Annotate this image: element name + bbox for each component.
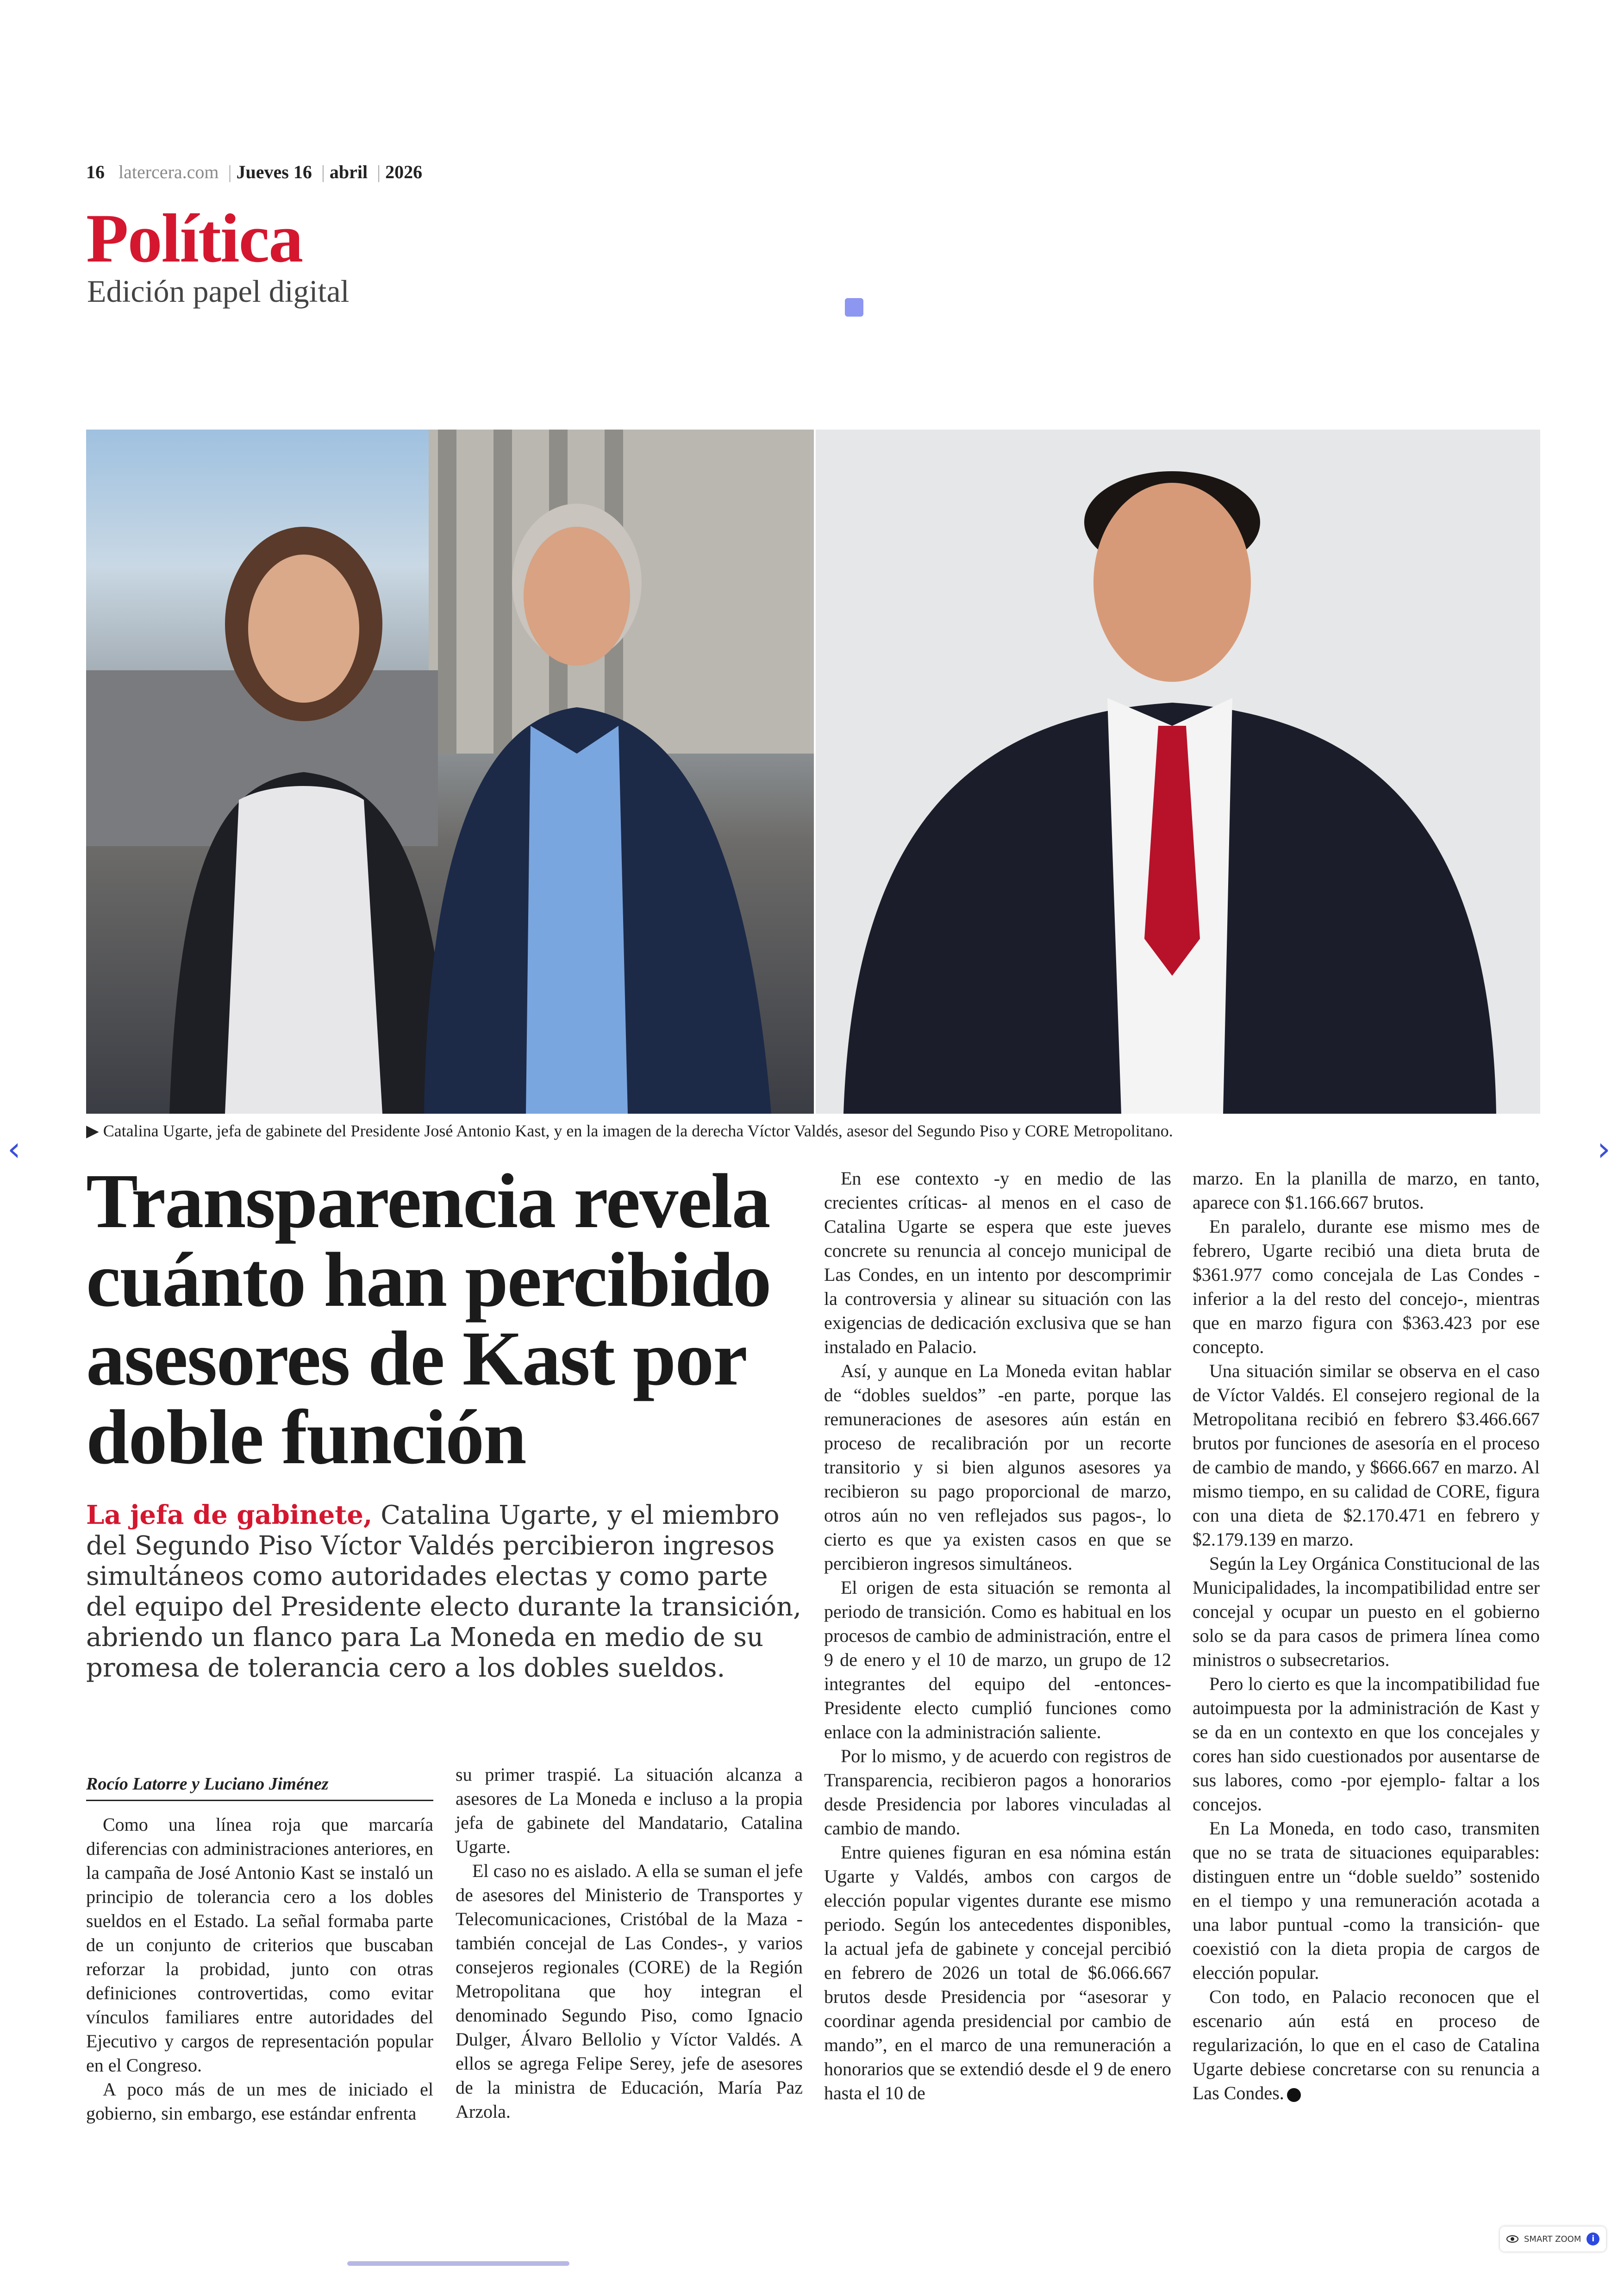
photo-ugarte-kast [86,430,814,1114]
eye-icon [1506,2235,1518,2243]
smart-zoom-button[interactable] [1500,2226,1606,2251]
paragraph: marzo. En la planilla de marzo, en tanto, aparece con $1.166.667 brutos. [1193,1168,1540,1213]
photo-illustration [86,430,814,1114]
article-headline: Transparencia revela cuánto han percibido asesores de Kast por doble función [86,1158,771,1480]
photo-valdes [816,430,1540,1114]
caption-text: Catalina Ugarte, jefa de gabinete del Presidente José Antonio Kast, y en la imagen de la derecha Víctor Valdés, asesor del Segundo Piso y CORE Metropolitano. [103,1122,1173,1140]
photo-illustration [816,430,1540,1114]
article-byline: Rocío Latorre y Luciano Jiménez [86,1774,433,1801]
paragraph: Por lo mismo, y de acuerdo con registros de Transparencia, recibieron pagos a honorarios desde Presidencia por labores vinculadas al cambio de mando. [824,1746,1171,1839]
paragraph: El caso no es aislado. A ella se suman el jefe de asesores del Ministerio de Transportes y Telecomunicaciones, Cristóbal de la Maza -también concejal de Las Condes-, y varios consejeros regionales (CORE) de la Región Metropolitana que hoy integran el denominado Segundo Piso, como Ignacio Dulger, Álvaro Bellolio y Víctor Valdés. A ellos se agrega Felipe Serey, jefe de asesores de la ministra de Educación, María Paz Arzola. [456,1860,803,2122]
paragraph: Como una línea roja que marcaría diferencias con administraciones anteriores, en la campaña de José Antonio Kast se instaló un principio de tolerancia cero a los dobles sueldos en el Estado. La señal formaba parte de un conjunto de criterios que buscaban reforzar la probidad, junto con otras definiciones controvertidas, como evitar vínculos familiares entre autoridades del Ejecutivo y cargos de representación popular en el Congreso. [86,1814,433,2076]
lead-kicker: La jefa de gabinete, [86,1500,373,1530]
paragraph: Entre quienes figuran en esa nómina están Ugarte y Valdés, ambos con cargos de elección popular vigentes durante ese mismo periodo. Según los antecedentes disponibles, la actual jefa de gabinete y concejal percibió en febrero de 2026 un total de $6.066.667 brutos desde Presidencia por “asesorar y coordinar agenda presidencial por cambio de mando”, en el marco de una remuneración a honorarios que se extendió desde el 9 de enero hasta el 10 de [824,1842,1171,2103]
previous-page-button[interactable]: ‹ [7,1129,21,1168]
paragraph: Según la Ley Orgánica Constitucional de las Municipalidades, la incompatibilidad entre ser concejal y ocupar un puesto en el gobierno solo se da para casos de primera línea como ministros o subsecretarios. [1193,1553,1540,1670]
paragraph: su primer traspié. La situación alcanza a asesores de La Moneda e incluso a la propia jefa de gabinete del Mandatario, Catalina Ugarte. [456,1764,803,1857]
info-icon[interactable]: i [1587,2233,1599,2245]
date-month: abril [329,162,368,182]
page-number: 16 [86,162,105,182]
smart-zoom-label: SMART ZOOM [1524,2234,1581,2244]
paragraph: En paralelo, durante ese mismo mes de febrero, Ugarte recibió una dieta bruta de $361.977 como concejala de Las Condes -inferior a la del resto del concejo-, mientras que en marzo figura con $363.423 por ese concepto. [1193,1216,1540,1357]
edition-label: Edición papel digital [87,274,350,309]
end-mark-icon [1287,2088,1301,2102]
caption-marker-icon: ▶ [86,1122,99,1140]
paragraph: Así, y aunque en La Moneda evitan hablar de “dobles sueldos” -en parte, porque las remuneraciones de asesores aún están en proceso de recalibración por un recorte transitorio y si bien algunos asesores ya recibieron su pago proporcional de marzo, otros aún no ven reflejados sus pagos-, lo cierto es que ya existen casos en que se percibieron ingresos simultáneos. [824,1360,1171,1574]
paragraph: Una situación similar se observa en el caso de Víctor Valdés. El consejero regional de la Metropolitana recibió en febrero $3.466.667 brutos por funciones de asesoría en el proceso de cambio de mando, y $666.667 en marzo. Al mismo tiempo, en su calidad de CORE, figura con una dieta de $2.170.471 en febrero y $2.179.139 en marzo. [1193,1360,1540,1550]
paragraph: En ese contexto -y en medio de las crecientes críticas- al menos en el caso de Catalina Ugarte se espera que este jueves concrete su renuncia al concejo municipal de Las Condes, en un intento por descomprimir la controversia y alinear su situación con las exigencias de dedicación exclusiva que se han instalado en Palacio. [824,1168,1171,1357]
date-day: Jueves 16 [236,162,312,182]
body-column-3 [824,1166,1171,2105]
body-column-1 [86,1813,433,2126]
next-page-button[interactable]: › [1597,1129,1611,1168]
site-name: latercera.com [119,162,219,182]
section-title: Política [86,200,303,277]
paragraph: En La Moneda, en todo caso, transmiten que no se trata de situaciones equiparables: distinguen entre un “doble sueldo” sostenido en el tiempo y una remuneración acotada a una labor puntual -como la transición- que coexistió con la dieta propia de cargos de elección popular. [1193,1818,1540,1983]
paragraph: A poco más de un mes de iniciado el gobierno, sin embargo, ese estándar enfrenta [86,2079,433,2124]
page-marker-icon[interactable] [845,298,863,317]
paragraph: Pero lo cierto es que la incompatibilidad fue autoimpuesta por la administración de Kast y se da en un contexto en que los concejales y cores han sido cuestionados por ausentarse de sus labores, como -por ejemplo- faltar a los concejos. [1193,1673,1540,1815]
body-column-2 [456,1763,803,2124]
paragraph-text: Con todo, en Palacio reconocen que el escenario aún está en proceso de regularización, lo que en el caso de Catalina Ugarte debiese concretarse con su renuncia a Las Condes. [1193,1986,1540,2103]
horizontal-scrollbar[interactable] [347,2261,569,2266]
paragraph: El origen de esta situación se remonta al periodo de transición. Como es habitual en los procesos de cambio de administración, entre el 9 de enero y el 10 de marzo, un grupo de 12 integrantes del equipo del -entonces- Presidente electo cumplió funciones como enlace con la administración saliente. [824,1577,1171,1742]
page-folio: 16 latercera.com | Jueves 16 | abril | 2026 [86,162,423,182]
date-year: 2026 [385,162,423,182]
lead-text: Catalina Ugarte, y el miembro del Segundo Piso Víctor Valdés percibieron ingresos simultáneos como autoridades electas y como parte del equipo del Presidente electo durante la transición, abriendo un flanco para La Moneda en medio de su promesa de tolerancia cero a los dobles sueldos. [86,1500,801,1683]
body-column-4 [1193,1166,1540,2105]
paragraph-last [1193,1985,1540,2105]
article-lead [86,1500,808,1684]
photo-caption [86,1121,1540,1141]
